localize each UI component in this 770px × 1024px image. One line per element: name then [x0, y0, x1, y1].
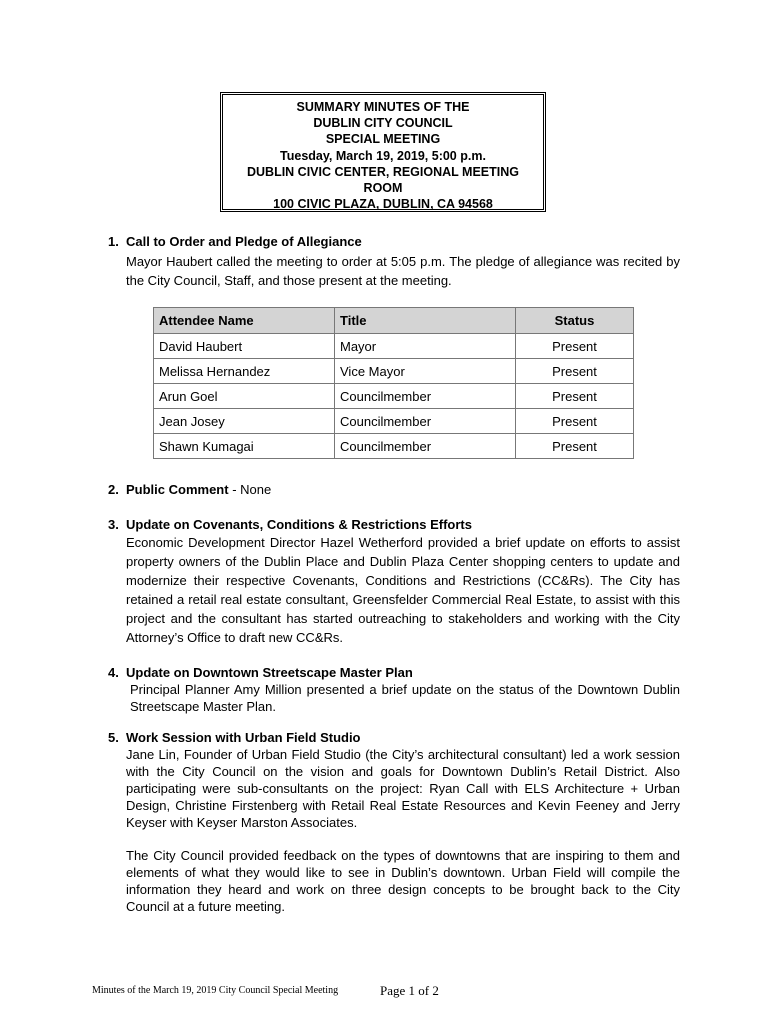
section-number: 2. — [108, 482, 119, 497]
section-text-2: The City Council provided feedback on the types of downtowns that are inspiring to them and elements of what they would like to see in Dublin’s downtown. Urban Field will compile the information they heard and work on three design concepts to be brought back to the City Council at a future meeting. — [126, 848, 680, 914]
header-line: Tuesday, March 19, 2019, 5:00 p.m. — [280, 148, 486, 163]
column-header-status: Status — [516, 308, 634, 334]
section-public-comment — [108, 482, 680, 498]
section-number: 4. — [108, 665, 119, 680]
section-title — [108, 517, 680, 533]
attendee-status: Present — [516, 409, 634, 434]
meeting-header — [220, 92, 546, 212]
attendee-name: Shawn Kumagai — [154, 434, 335, 459]
header-line: DUBLIN CIVIC CENTER, REGIONAL MEETING — [246, 164, 519, 179]
footer-title: Minutes of the March 19, 2019 City Council Special Meeting — [92, 985, 339, 996]
table-row — [154, 384, 634, 409]
table-row — [154, 334, 634, 359]
section-streetscape — [108, 665, 680, 715]
section-work-session — [108, 730, 680, 915]
section-number: 1. — [108, 234, 119, 249]
section-heading: Work Session with Urban Field Studio — [126, 730, 361, 745]
section-text: Mayor Haubert called the meeting to order at 5:05 p.m. The pledge of allegiance was recited by the City Council, Staff, and those present at the meeting. — [126, 254, 680, 288]
section-text: Principal Planner Amy Million presented a brief update on the status of the Downtown Dublin Streetscape Master Plan. — [130, 682, 680, 714]
attendee-status: Present — [516, 384, 634, 409]
section-title — [108, 730, 680, 746]
section-title — [108, 482, 680, 498]
attendee-title: Councilmember — [335, 409, 516, 434]
section-title — [108, 234, 680, 250]
section-heading: Call to Order and Pledge of Allegiance — [126, 234, 362, 249]
section-text: Jane Lin, Founder of Urban Field Studio (the City’s architectural consultant) led a work session with the City Council on the vision and goals for Downtown Dublin’s Retail District. Also participating were sub-consultants on the project: Ryan Call with ELS Architecture + Urban Design, Christine Firstenberg with Retail Real Estate Resources and Kevin Feeney and Jerry Keyser with Keyser Marston Associates. — [126, 747, 680, 830]
table-row — [154, 434, 634, 459]
attendee-title: Vice Mayor — [335, 359, 516, 384]
table-row — [154, 359, 634, 384]
attendee-name: David Haubert — [154, 334, 335, 359]
attendee-status: Present — [516, 334, 634, 359]
section-number: 3. — [108, 517, 119, 532]
attendee-title: Mayor — [335, 334, 516, 359]
attendee-status: Present — [516, 434, 634, 459]
table-header-row — [154, 308, 634, 334]
header-line: DUBLIN CITY COUNCIL — [313, 116, 453, 131]
attendee-status: Present — [516, 359, 634, 384]
attendee-name: Jean Josey — [154, 409, 335, 434]
column-header-title: Title — [335, 308, 516, 334]
header-line: 100 CIVIC PLAZA, DUBLIN, CA 94568 — [273, 197, 493, 212]
table-row — [154, 409, 634, 434]
attendee-title: Councilmember — [335, 434, 516, 459]
attendee-name: Melissa Hernandez — [154, 359, 335, 384]
attendance-table — [153, 307, 634, 459]
section-heading: Public Comment — [126, 482, 229, 497]
section-text: Economic Development Director Hazel Wetherford provided a brief update on efforts to assist property owners of the Dublin Place and Dublin Plaza Center shopping centers to update and modernize their respective Covenants, Conditions and Restrictions (CC&Rs). The City has retained a retail real estate consultant, Greensfelder Commercial Real Estate, to assist with this project and the consultant has started outreaching to stakeholders and working with the City Attorney’s Office to draft new CC&Rs. — [126, 535, 680, 645]
attendee-name: Arun Goel — [154, 384, 335, 409]
page-number: Page 1 of 2 — [380, 983, 439, 998]
section-heading: Update on Downtown Streetscape Master Plan — [126, 665, 413, 680]
section-call-to-order — [108, 234, 680, 290]
column-header-name: Attendee Name — [154, 308, 335, 334]
section-title — [108, 665, 680, 681]
section-number: 5. — [108, 730, 119, 745]
header-line: SPECIAL MEETING — [325, 132, 441, 147]
section-heading: Update on Covenants, Conditions & Restrictions Efforts — [126, 517, 472, 532]
attendee-title: Councilmember — [335, 384, 516, 409]
header-line: SUMMARY MINUTES OF THE — [296, 100, 470, 114]
header-line: ROOM — [363, 181, 403, 196]
section-covenants — [108, 517, 680, 647]
section-heading-suffix: - None — [228, 482, 272, 497]
